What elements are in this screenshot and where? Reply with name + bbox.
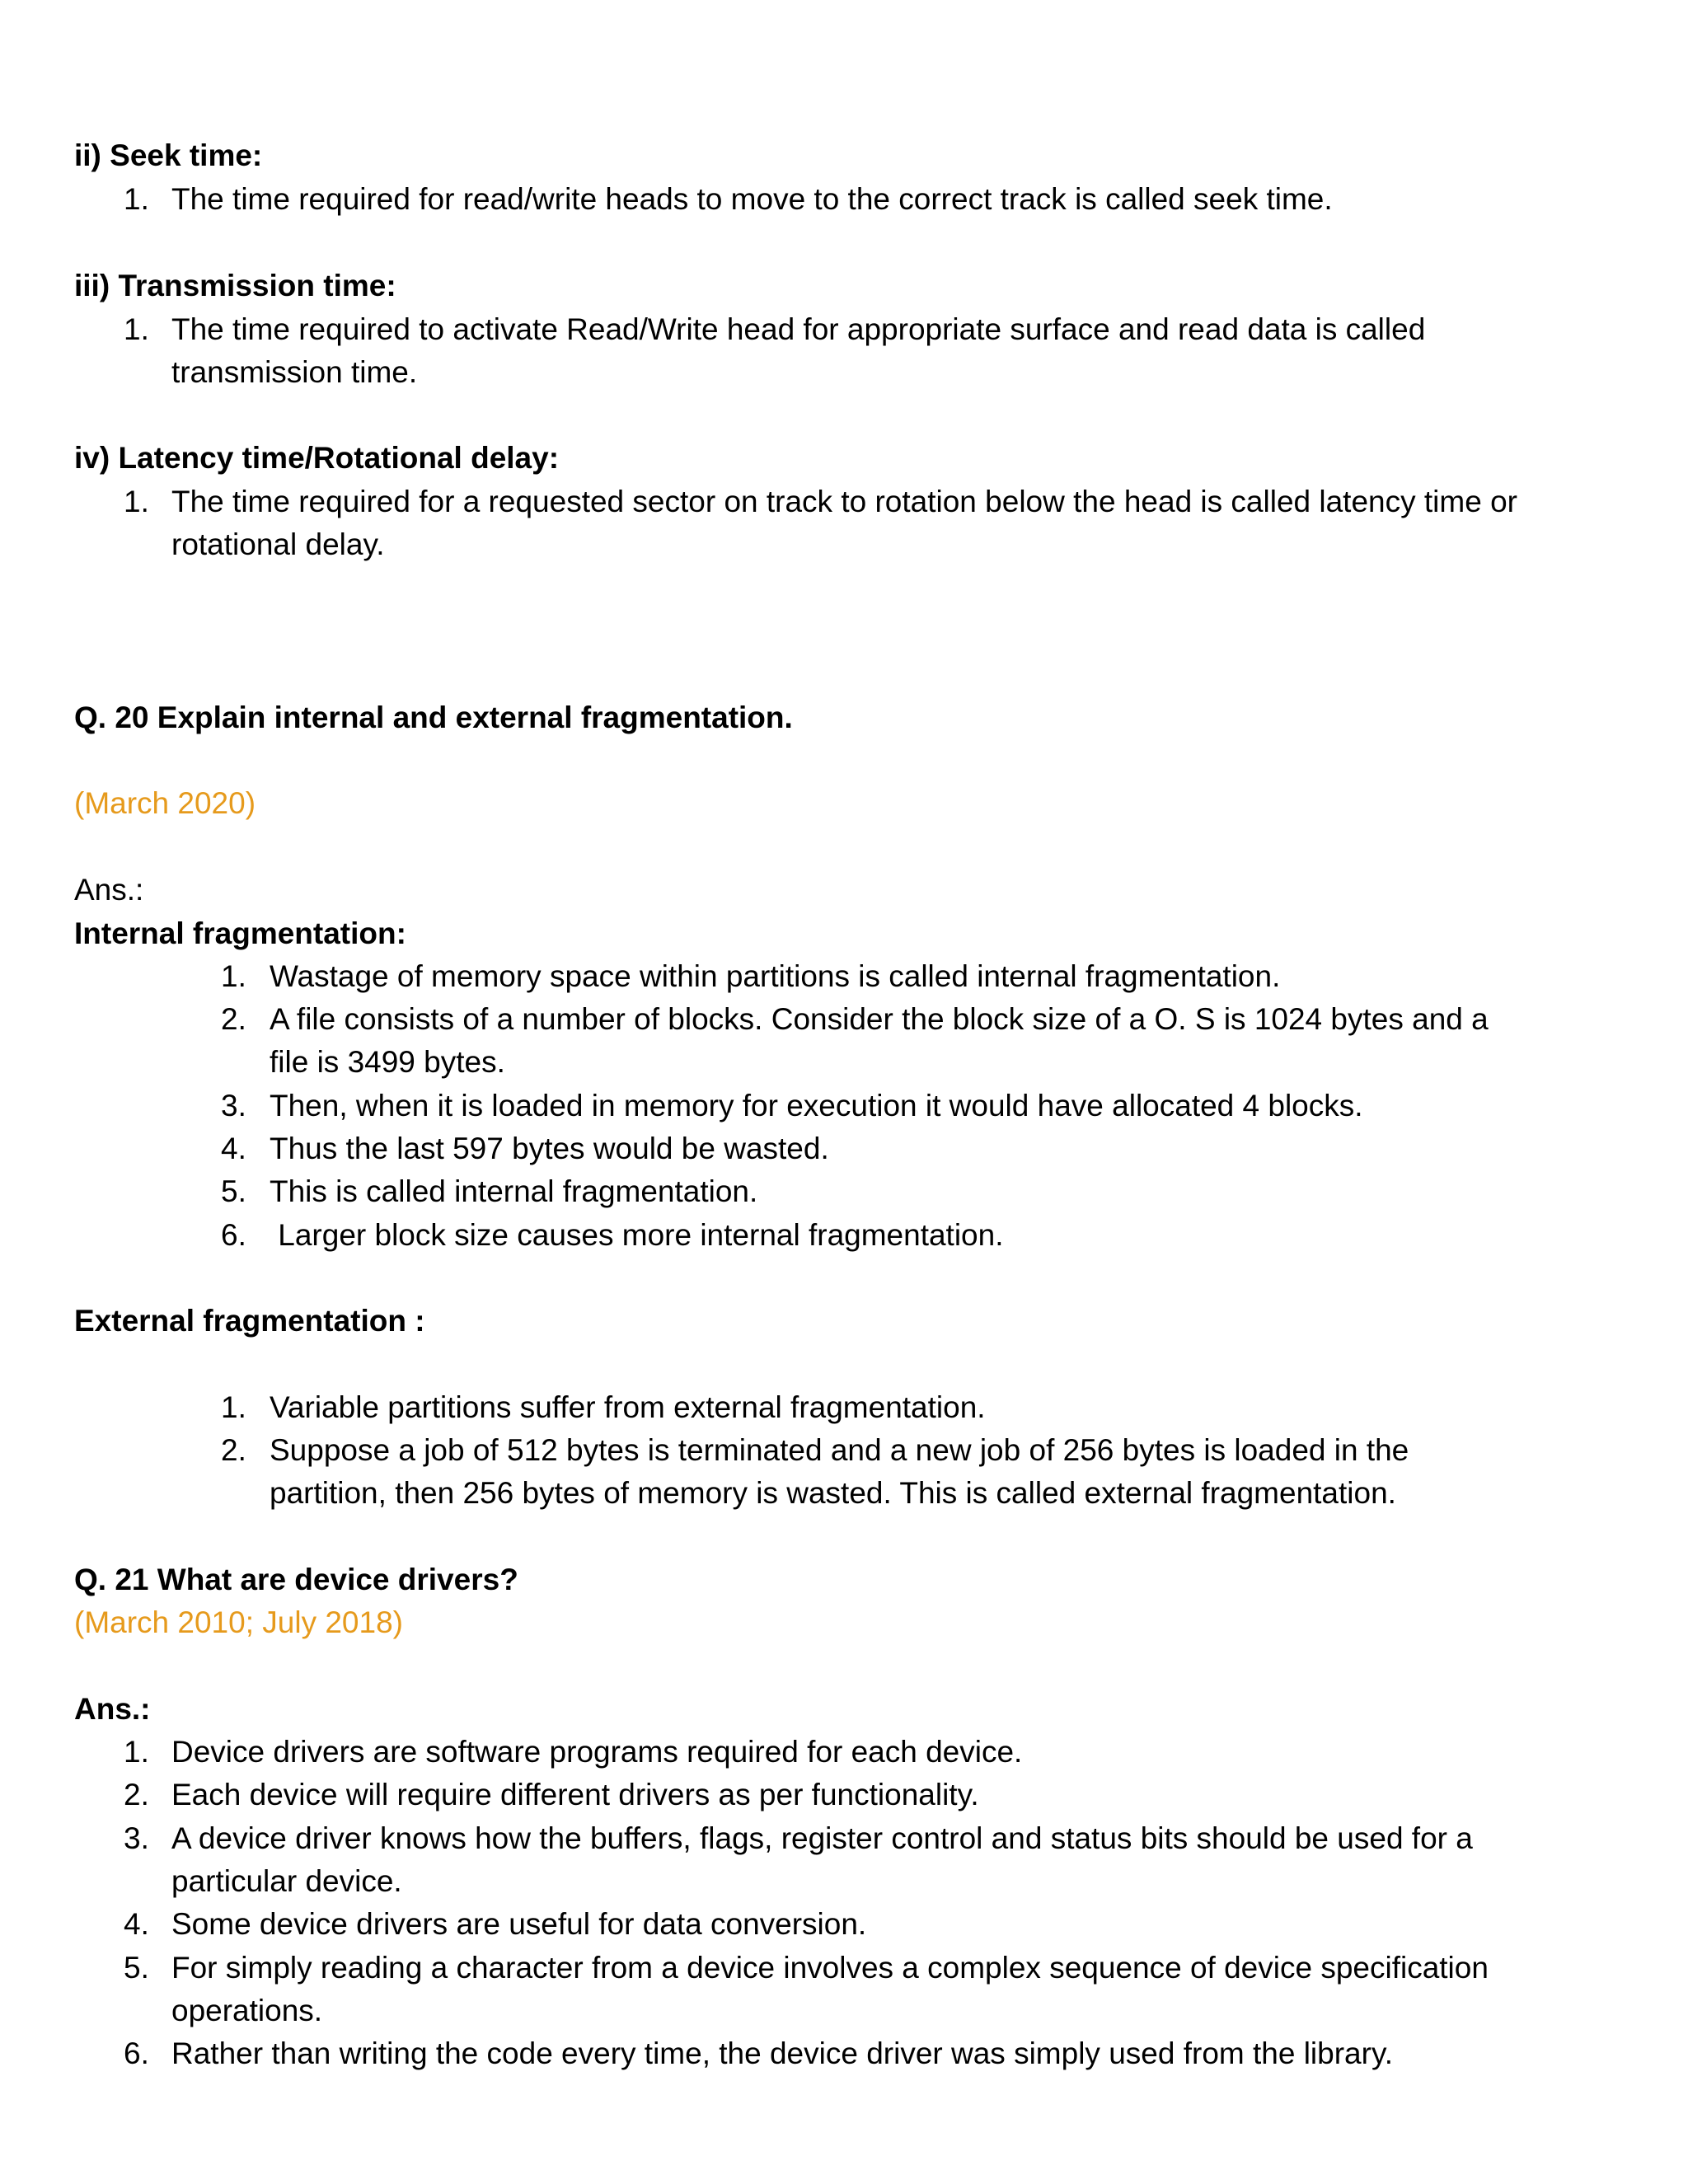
list-item: For simply reading a character from a device involves a complex sequence of device specification: [171, 1951, 1489, 1985]
answer-label-q20: Ans.:: [74, 873, 144, 907]
list-item: Suppose a job of 512 bytes is terminated and a new job of 256 bytes is loaded in the: [270, 1433, 1409, 1467]
list-item: Each device will require different drivers as per functionality.: [171, 1778, 979, 1811]
list-item: Wastage of memory space within partitions is called internal fragmentation.: [270, 959, 1281, 993]
question-title-q20: Q. 20 Explain internal and external fragmentation.: [74, 701, 793, 734]
list-item-continuation: file is 3499 bytes.: [270, 1045, 505, 1079]
internal-fragmentation-heading: Internal fragmentation:: [74, 916, 406, 950]
list-item-continuation: rotational delay.: [171, 527, 385, 561]
list-number: 1.: [124, 485, 149, 518]
section-heading-seek-time: ii) Seek time:: [74, 138, 263, 172]
list-item: Larger block size causes more internal fragmentation.: [270, 1218, 1004, 1252]
list-item-continuation: particular device.: [171, 1864, 402, 1898]
list-item-continuation: transmission time.: [171, 355, 418, 389]
list-item: The time required for a requested sector on track to rotation below the head is called latency time or: [171, 485, 1517, 518]
list-number: 1.: [221, 959, 246, 993]
list-number: 1.: [124, 1735, 149, 1769]
list-number: 1.: [124, 182, 149, 216]
answer-label-q21: Ans.:: [74, 1692, 151, 1726]
list-item: A device driver knows how the buffers, flags, register control and status bits should be used for a: [171, 1821, 1473, 1855]
section-heading-transmission-time: iii) Transmission time:: [74, 269, 396, 302]
question-title-q21: Q. 21 What are device drivers?: [74, 1563, 518, 1596]
list-number: 1.: [221, 1390, 246, 1424]
section-heading-latency-time: iv) Latency time/Rotational delay:: [74, 441, 560, 475]
list-number: 2.: [221, 1002, 246, 1036]
list-item: A file consists of a number of blocks. Consider the block size of a O. S is 1024 bytes and a: [270, 1002, 1489, 1036]
list-number: 3.: [221, 1089, 246, 1122]
list-number: 4.: [221, 1132, 246, 1165]
list-number: 3.: [124, 1821, 149, 1855]
list-number: 4.: [124, 1907, 149, 1941]
question-date-q21: (March 2010; July 2018): [74, 1605, 403, 1639]
list-item: The time required to activate Read/Write head for appropriate surface and read data is called: [171, 312, 1426, 346]
list-number: 1.: [124, 312, 149, 346]
list-number: 6.: [221, 1218, 246, 1252]
list-item: Then, when it is loaded in memory for execution it would have allocated 4 blocks.: [270, 1089, 1363, 1122]
list-number: 2.: [124, 1778, 149, 1811]
list-number: 2.: [221, 1433, 246, 1467]
list-item: The time required for read/write heads to move to the correct track is called seek time.: [171, 182, 1333, 216]
list-item-continuation: partition, then 256 bytes of memory is wasted. This is called external fragmentation.: [270, 1476, 1396, 1510]
list-item: This is called internal fragmentation.: [270, 1174, 758, 1208]
list-number: 5.: [221, 1174, 246, 1208]
list-item: Thus the last 597 bytes would be wasted.: [270, 1132, 829, 1165]
list-item: Rather than writing the code every time, the device driver was simply used from the library.: [171, 2036, 1393, 2070]
list-number: 5.: [124, 1951, 149, 1985]
external-fragmentation-heading: External fragmentation :: [74, 1304, 425, 1338]
list-item: Device drivers are software programs required for each device.: [171, 1735, 1023, 1769]
list-number: 6.: [124, 2036, 149, 2070]
list-item-continuation: operations.: [171, 1994, 323, 2027]
question-date-q20: (March 2020): [74, 786, 256, 820]
list-item: Some device drivers are useful for data conversion.: [171, 1907, 867, 1941]
list-item: Variable partitions suffer from external fragmentation.: [270, 1390, 986, 1424]
